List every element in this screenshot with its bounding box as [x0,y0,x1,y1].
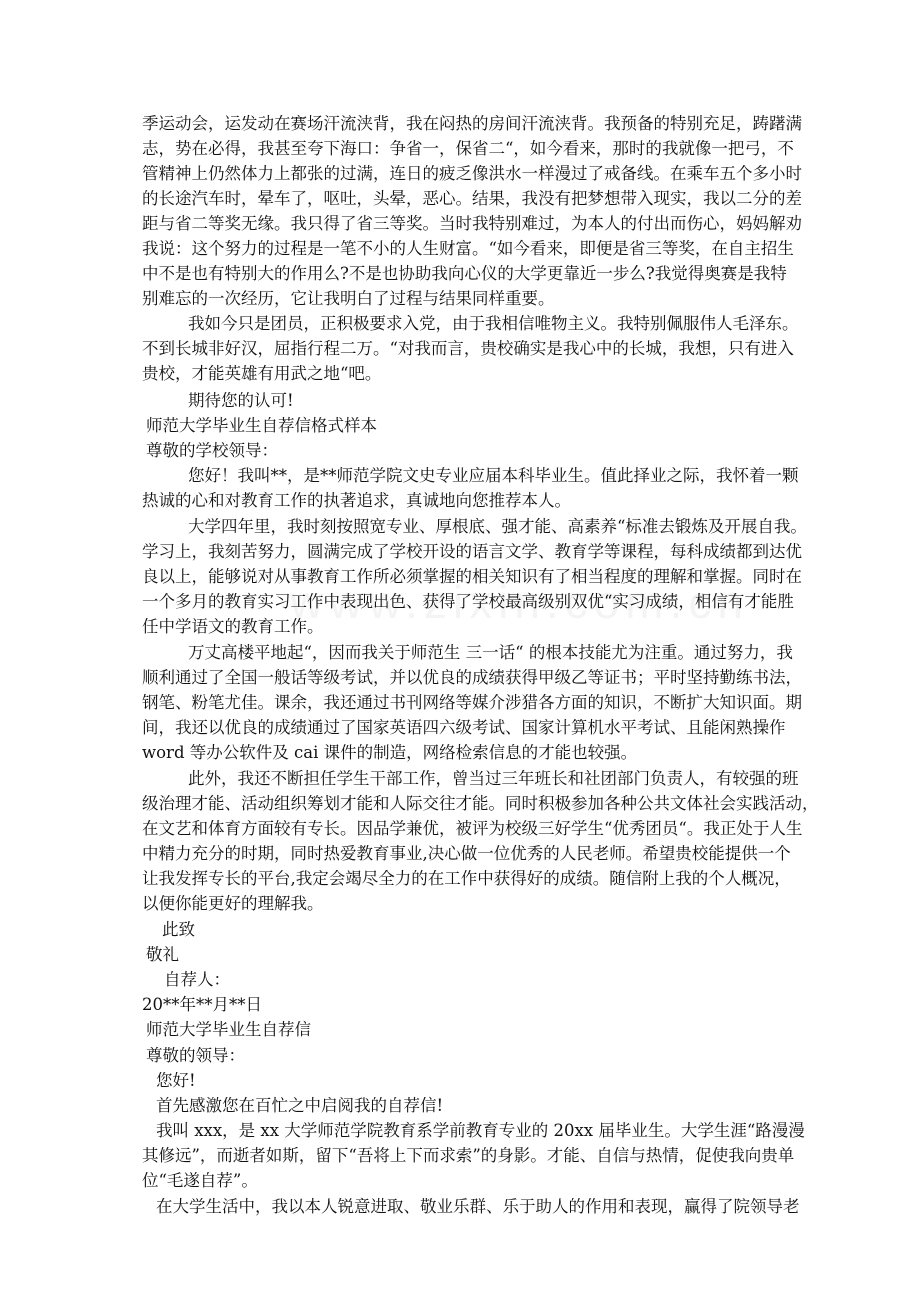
text-line: 位“毛遂自荐”。 [142,1171,258,1190]
salutation: 尊敬的学校领导： [146,441,278,460]
text-line: 我如今只是团员，正积极要求入党，由于我相信唯物主义。我特别佩服伟人毛泽东。 [188,314,799,333]
text-line: 您好！我叫**，是**师范学院文史专业应届本科毕业生。值此择业之际，我怀着一颗 [188,466,799,485]
text-line: 中精力充分的时期，同时热爱教育事业,决心做一位优秀的人民老师。希望贵校能提供一个 [142,844,791,863]
text-line: 我叫 xxx，是 xx 大学师范学院教育系学前教育专业的 20xx 届毕业生。大学生涯“路漫漫 [156,1121,805,1140]
section-title: 师范大学毕业生自荐信格式样本 [146,416,377,435]
text-line: 不到长城非好汉，屈指行程二万。“对我而言，贵校确实是我心中的长城，我想，只有进入 [142,339,794,358]
text-line: 一个多月的教育实习工作中表现出色、获得了学校最高级别双优“实习成绩，相信有才能胜 [142,592,794,611]
text-line: 季运动会，运发动在赛场汗流浃背，我在闷热的房间汗流浃背。我预备的特别充足，踌躇满 [142,114,802,133]
text-line: 在文艺和体育方面较有专长。因品学兼优，被评为校级三好学生“优秀团员“。我正处于人生 [142,819,803,838]
text-line: 间，我还以优良的成绩通过了国家英语四六级考试、国家计算机水平考试、且能闲熟操作 [142,718,786,737]
text-line: 良以上，能够说对从事教育工作所必须掌握的相关知识有了相当程度的理解和掌握。同时在 [142,567,802,586]
text-line: 顺利通过了全国一般话等级考试，并以优良的成绩获得甲级乙等证书；平时坚持勤练书法， [142,668,802,687]
text-line: 级治理才能、活动组织筹划才能和人际交往才能。同时积极参加各种公共文体社会实践活动， [142,794,819,813]
text-line: 钢笔、粉笔尤佳。课余，我还通过书刊网络等媒介涉猎各方面的知识，不断扩大知识面。期 [142,693,802,712]
closing-line: 敬礼 [146,945,179,964]
text-line: 管精神上仍然体力上都张的过满，连日的疲乏像洪水一样漫过了戒备线。在乘车五个多小时 [142,164,802,183]
text-line: word 等办公软件及 cai 课件的制造，网络检索信息的才能也较强。 [142,743,638,762]
closing-line: 此致 [162,920,195,939]
text-line: 其修远”，而逝者如斯，留下“吾将上下而求索”的身影。才能、自信与热情，促使我向贵单 [142,1146,795,1165]
text-line: 任中学语文的教育工作。 [142,617,324,636]
text-line: 贵校，才能英雄有用武之地“吧。 [142,364,382,383]
signature-label: 自荐人： [164,970,230,989]
text-line: 让我发挥专长的平台,我定会竭尽全力的在工作中获得好的成绩。随信附上我的个人概况， [142,869,791,888]
text-line: 学习上，我刻苦努力，圆满完成了学校开设的语言文学、教育学等课程，每科成绩都到达优 [142,542,802,561]
text-line: 志，势在必得，我甚至夸下海口：争省一，保省二“，如今看来，那时的我就像一把弓，不 [142,139,794,158]
document-body [142,0,819,1302]
text-line: 中不是也有特别大的作用么?不是也协助我向心仪的大学更靠近一步么?我觉得奥赛是我特 [142,264,787,283]
section-title: 师范大学毕业生自荐信 [146,1020,311,1039]
salutation: 尊敬的领导： [146,1046,245,1065]
text-line: 期待您的认可! [188,391,294,410]
text-line: 大学四年里，我时刻按照宽专业、厚根底、强才能、高素养“标准去锻炼及开展自我。 [188,517,807,536]
text-line: 您好! [156,1071,196,1090]
text-line: 我说：这个努力的过程是一笔不小的人生财富。“如今看来，即便是省三等奖，在自主招生 [142,239,794,258]
text-line: 热诚的心和对教育工作的执著追求，真诚地向您推荐本人。 [142,491,571,510]
text-line: 此外，我还不断担任学生干部工作，曾当过三年班长和社团部门负责人，有较强的班 [188,769,799,788]
text-line: 万丈高楼平地起“，因而我关于师范生 三一话“ 的根本技能尤为注重。通过努力，我 [188,643,793,662]
text-line: 在大学生活中，我以本人锐意进取、敬业乐群、乐于助人的作用和表现，赢得了院领导老 [156,1197,800,1216]
date-line: 20**年**月**日 [142,995,262,1014]
text-line: 以便你能更好的理解我。 [142,894,324,913]
text-line: 别难忘的一次经历，它让我明白了过程与结果同样重要。 [142,289,555,308]
text-line: 首先感激您在百忙之中启阅我的自荐信! [156,1096,444,1115]
text-line: 距与省二等奖无缘。我只得了省三等奖。当时我特别难过，为本人的付出而伤心，妈妈解劝 [142,214,802,233]
text-line: 的长途汽车时，晕车了，呕吐，头晕，恶心。结果，我没有把梦想带入现实，我以二分的差 [142,189,802,208]
